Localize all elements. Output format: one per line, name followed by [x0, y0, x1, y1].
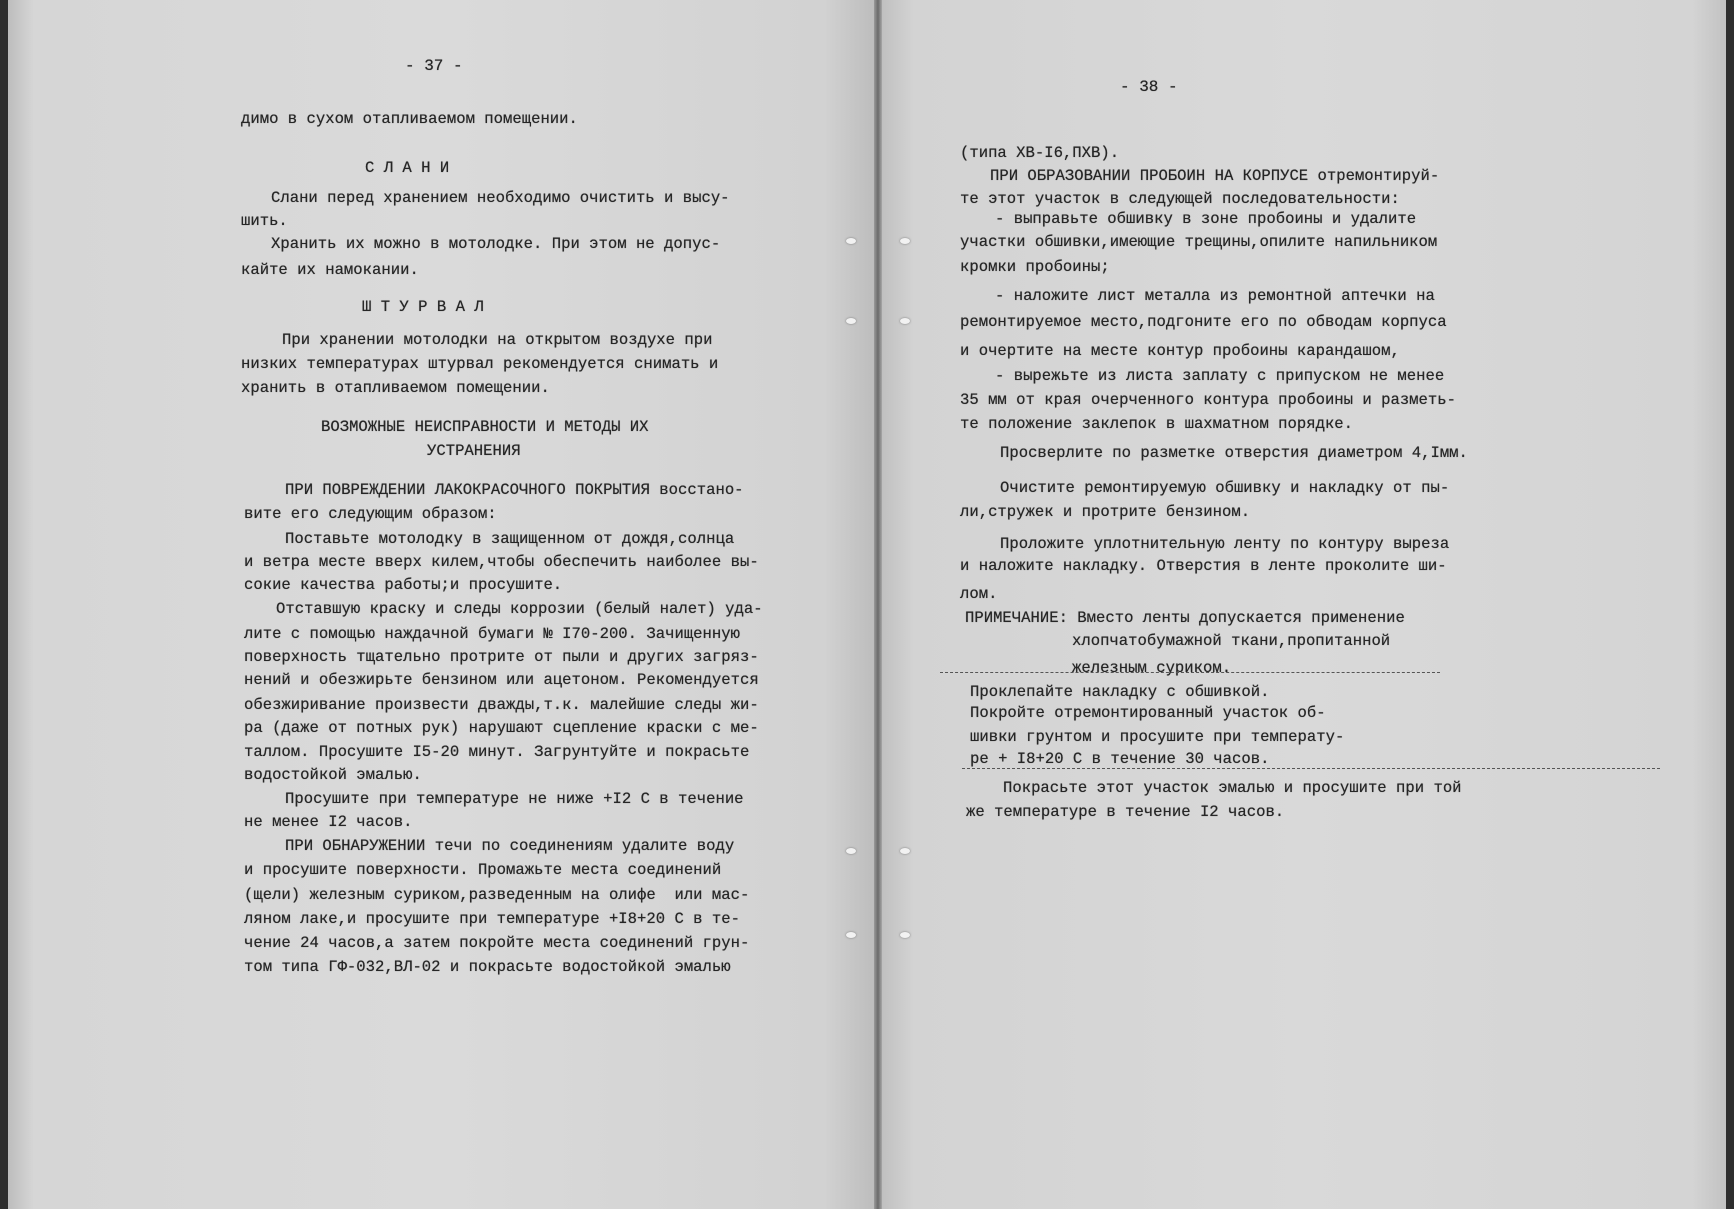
text-line: ПРИ ПОВРЕЖДЕНИИ ЛАКОКРАСОЧНОГО ПОКРЫТИЯ восстано- — [285, 481, 744, 499]
text-line: ре + I8+20 С в течение 30 часов. — [970, 750, 1270, 768]
section-heading: УСТРАНЕНИЯ — [427, 442, 521, 460]
page-number: - 38 - — [1120, 78, 1178, 96]
text-line: лите с помощью наждачной бумаги № I70-200. Зачищенную — [244, 625, 740, 643]
text-line: и наложите накладку. Отверстия в ленте проколите ши- — [960, 557, 1447, 575]
text-line: (щели) железным суриком,разведенным на олифе или мас- — [244, 886, 750, 904]
text-line: обезжиривание произвести дважды,т.к. малейшие следы жи- — [244, 696, 759, 714]
text-line: Покрасьте этот участок эмалью и просушите при той — [1003, 779, 1462, 797]
text-line: - наложите лист металла из ремонтной аптечки на — [995, 287, 1435, 305]
text-line: же температуре в течение I2 часов. — [966, 803, 1285, 821]
dashed-rule — [962, 768, 1660, 769]
text-line: участки обшивки,имеющие трещины,опилите напильником — [960, 233, 1438, 251]
text-line: 35 мм от края очерченного контура пробоины и разметь- — [960, 391, 1456, 409]
text-line: Проклепайте накладку с обшивкой. — [970, 683, 1270, 701]
text-line: ремонтируемое место,подгоните его по обводам корпуса — [960, 313, 1447, 331]
section-heading: Ш Т У Р В А Л — [362, 298, 484, 316]
text-line: хранить в отапливаемом помещении. — [241, 379, 550, 397]
text-line: При хранении мотолодки на открытом воздухе при — [282, 331, 713, 349]
staple-hole — [900, 932, 910, 938]
text-line: Слани перед хранением необходимо очистить и высу- — [271, 189, 730, 207]
text-line: ра (даже от потных рук) нарушают сцепление краски с ме- — [244, 719, 759, 737]
text-line: (типа ХВ-I6,ПХВ). — [960, 144, 1120, 162]
section-heading: ВОЗМОЖНЫЕ НЕИСПРАВНОСТИ И МЕТОДЫ ИХ — [321, 418, 649, 436]
text-line: димо в сухом отапливаемом помещении. — [241, 110, 578, 128]
text-line: и очертите на месте контур пробоины карандашом, — [960, 342, 1400, 360]
text-line: сокие качества работы;и просушите. — [244, 576, 563, 594]
text-line: чение 24 часов,а затем покройте места соединений грун- — [244, 934, 750, 952]
text-line: ПРИ ОБНАРУЖЕНИИ течи по соединениям удалите воду — [285, 837, 735, 855]
staple-hole — [900, 848, 910, 854]
dashed-rule — [940, 672, 1440, 673]
page-number: - 37 - — [405, 57, 463, 75]
text-line: низких температурах штурвал рекомендуется снимать и — [241, 355, 719, 373]
text-line: ПРИ ОБРАЗОВАНИИ ПРОБОИН НА КОРПУСЕ отремонтируй- — [990, 167, 1440, 185]
section-heading: С Л А Н И — [365, 159, 450, 177]
text-line: ляном лаке,и просушите при температуре +I8+20 С в те- — [244, 910, 740, 928]
text-line: - вырежьте из листа заплату с припуском не менее — [995, 367, 1445, 385]
book-gutter — [874, 0, 882, 1209]
staple-hole — [846, 238, 856, 244]
text-line: поверхность тщательно протрите от пыли и других загряз- — [244, 648, 759, 666]
staple-hole — [846, 848, 856, 854]
text-line: Покройте отремонтированный участок об- — [970, 704, 1326, 722]
text-line: шить. — [241, 212, 288, 230]
text-line: Отставшую краску и следы коррозии (белый налет) уда- — [276, 600, 763, 618]
note-line: железным суриком. — [1072, 659, 1232, 677]
text-line: Поставьте мотолодку в защищенном от дождя,солнца — [285, 530, 735, 548]
text-line: кромки пробоины; — [960, 258, 1110, 276]
staple-hole — [846, 318, 856, 324]
text-line: вите его следующим образом: — [244, 505, 497, 523]
text-line: нений и обезжирьте бензином или ацетоном. Рекомендуется — [244, 671, 759, 689]
staple-hole — [846, 932, 856, 938]
text-line: Хранить их можно в мотолодке. При этом не допус- — [271, 235, 721, 253]
text-line: шивки грунтом и просушите при температу- — [970, 728, 1345, 746]
note-line: ПРИМЕЧАНИЕ: Вместо ленты допускается применение — [965, 609, 1405, 627]
text-line: Просверлите по разметке отверстия диаметром 4,Iмм. — [1000, 444, 1468, 462]
text-line: не менее I2 часов. — [244, 813, 413, 831]
text-line: и ветра месте вверх килем,чтобы обеспечить наиболее вы- — [244, 553, 759, 571]
text-line: Проложите уплотнительную ленту по контуру выреза — [1000, 535, 1450, 553]
text-line: Очистите ремонтируемую обшивку и накладку от пы- — [1000, 479, 1450, 497]
staple-hole — [900, 318, 910, 324]
text-line: и просушите поверхности. Промажьте места соединений — [244, 861, 722, 879]
text-line: водостойкой эмалью. — [244, 766, 422, 784]
text-line: лом. — [960, 585, 998, 603]
text-line: Просушите при температуре не ниже +I2 С в течение — [285, 790, 744, 808]
text-line: - выправьте обшивку в зоне пробоины и удалите — [995, 210, 1417, 228]
text-line: ли,стружек и протрите бензином. — [960, 503, 1251, 521]
text-line: кайте их намокании. — [241, 261, 419, 279]
staple-hole — [900, 238, 910, 244]
note-line: хлопчатобумажной ткани,пропитанной — [1072, 632, 1391, 650]
text-line: таллом. Просушите I5-20 минут. Загрунтуйте и покрасьте — [244, 743, 750, 761]
text-line: том типа ГФ-032,ВЛ-02 и покрасьте водостойкой эмалью — [244, 958, 731, 976]
text-line: те положение заклепок в шахматном порядке. — [960, 415, 1354, 433]
text-line: те этот участок в следующей последовательности: — [960, 190, 1400, 208]
